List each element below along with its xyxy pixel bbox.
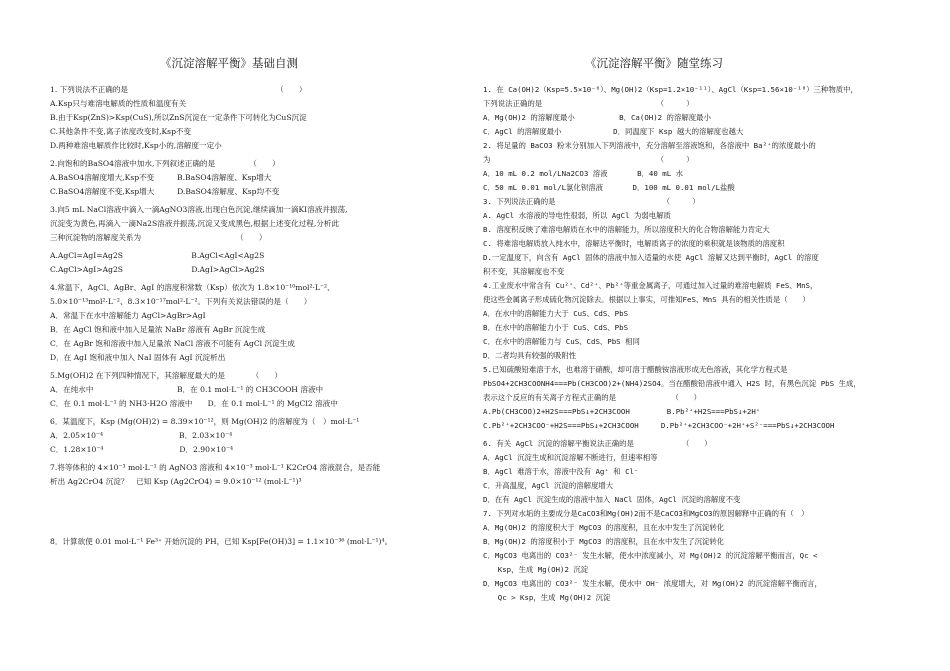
right-line: 6. 有关 AgCl 沉淀的溶解平衡说法正确的是 （ ） — [483, 439, 712, 448]
right-line: Qc > Ksp，生成 Mg(OH)2 沉淀 — [483, 593, 611, 602]
left-line: B．在 AgCl 饱和液中加入足量浓 NaBr 溶液有 AgBr 沉淀生成 — [50, 325, 266, 334]
left-line: 7.将等体积的 4×10⁻³ mol·L⁻¹ 的 AgNO3 溶液和 4×10⁻³ mol·L⁻¹ K2CrO4 溶液混合，是否能 — [50, 463, 381, 472]
right-line: C．升高温度，AgCl 沉淀的溶解度增大 — [483, 481, 614, 490]
left-line: 4.常温下，AgCl、AgBr、AgI 的溶度积常数（Ksp）依次为 1.8×10⁻¹⁰mol²·L⁻²、 — [50, 283, 335, 292]
left-line: C.AgCl>AgI>Ag2S D.AgI>AgCl>Ag2S — [50, 265, 265, 274]
right-title: 《沉淀溶解平衡》随堂练习 — [585, 56, 723, 70]
right-line: B．在水中的溶解能力小于 CuS、CdS、PbS — [483, 323, 629, 332]
right-line: A. AgCl 水溶液的导电性很弱，所以 AgCl 为弱电解质 — [483, 211, 671, 220]
left-line: 6．某温度下，Ksp (Mg(OH)2) = 8.39×10⁻¹²，则 Mg(OH)2 的溶解度为（ ）mol·L⁻¹ — [50, 417, 360, 426]
left-line: 8．计算欲使 0.01 mol·L⁻¹ Fe³⁺ 开始沉淀的 PH，已知 Ksp[Fe(OH)3] = 1.1×10⁻³⁶ (mol·L⁻¹)⁴。 — [50, 537, 393, 546]
right-line: 7. 下列对水垢的主要成分是CaCO3和Mg(OH)2而不是CaCO3和MgCO3的原因解释中正确的有（ ） — [483, 509, 809, 518]
right-line: C．MgCO3 电离出的 CO3²⁻ 发生水解，使水中浓度减小，对 Mg(OH)2 的沉淀溶解平衡而言，Qc < — [483, 551, 818, 560]
right-line: C．50 mL 0.01 mol/L氯化钡溶液 D．100 mL 0.01 mol/L盐酸 — [483, 183, 735, 192]
left-line: D．在 AgI 饱和液中加入 NaI 固体有 AgI 沉淀析出 — [50, 353, 226, 362]
right-line: D．在有 AgCl 沉淀生成的溶液中加入 NaCl 固体，AgCl 沉淀的溶解度不变 — [483, 495, 741, 504]
right-line: 4.工业废水中常含有 Cu²⁺、Cd²⁺、Pb²⁺等重金属离子，可通过加入过量的难溶电解质 FeS、MnS， — [483, 281, 818, 290]
right-line: 2. 将足量的 BaCO3 粉末分别加入下列溶液中，充分溶解至溶液饱和，各溶液中 Ba²⁺的浓度最小的 — [483, 141, 816, 150]
left-line: 5.0×10⁻¹³mol²·L⁻²、8.3×10⁻¹⁷mol²·L⁻²。下列有关说法错误的是（ ） — [50, 297, 312, 306]
right-line: D．MgCO3 电离出的 CO3²⁻ 发生水解，使水中 OH⁻ 浓度增大，对 Mg(OH)2 的沉淀溶解平衡而言， — [483, 579, 822, 588]
right-line: C. 将难溶电解质放入纯水中，溶解达平衡时，电解质离子的浓度的乘积就是该物质的溶度积 — [483, 239, 785, 248]
left-line: C．在 AgBr 饱和溶液中加入足量浓 NaCl 溶液不可能有 AgCl 沉淀生成 — [50, 339, 295, 348]
right-line: 为 （ ） — [483, 155, 694, 164]
right-line: Ksp，生成 Mg(OH)2 沉淀 — [483, 565, 589, 574]
right-line: D.一定温度下，向含有 AgCl 固体的溶液中加入适量的水使 AgCl 溶解又达到平衡时，AgCl 的溶度 — [483, 253, 819, 262]
left-line: A．2.05×10⁻⁴ B．2.03×10⁻⁴ — [50, 431, 233, 440]
right-line: 5.已知硫酸铅难溶于水，也难溶于硝酸，却可溶于醋酸铵溶液形成无色溶液，其化学方程式是 — [483, 365, 788, 374]
left-line: A.AgCl=AgI=Ag2S B.AgCl<AgI<Ag2S — [50, 251, 265, 260]
right-line: A.Pb(CH3COO)2+H2S===PbS↓+2CH3COOH B.Pb²⁺+H2S===PbS↓+2H⁺ — [483, 407, 761, 416]
right-line: D．二者均具有较强的吸附性 — [483, 351, 577, 360]
right-line: A．AgCl 沉淀生成和沉淀溶解不断进行，但速率相等 — [483, 453, 658, 462]
left-line: 3.向5 mL NaCl溶液中滴入一滴AgNO3溶液,出现白色沉淀,继续滴加一滴KI溶液并振荡, — [50, 205, 348, 214]
right-line: A．Mg(OH)2 的溶解度最小 B．Ca(OH)2 的溶解度最小 — [483, 113, 711, 122]
left-line: A.BaSO4溶解度增大,Ksp不变 B.BaSO4溶解度、Ksp增大 — [50, 173, 272, 182]
left-title: 《沉淀溶解平衡》基础自测 — [160, 56, 298, 70]
right-line: B．Mg(OH)2 的溶度积小于 MgCO3 的溶度积，且在水中发生了沉淀转化 — [483, 537, 725, 546]
left-line: C.其他条件不变,离子浓度改变时,Ksp不变 — [50, 127, 192, 136]
left-line: A.Ksp只与难溶电解质的性质和温度有关 — [50, 99, 187, 108]
right-line: 3. 下列说法正确的是 （ ） — [483, 197, 700, 206]
right-line: PbSO4+2CH3COONH4===Pb(CH3COO)2+(NH4)2SO4。当在醋酸铅溶液中通入 H2S 时，有黑色沉淀 PbS 生成， — [483, 379, 861, 388]
right-line: B．AgCl 难溶于水，溶液中没有 Ag⁺ 和 Cl⁻ — [483, 467, 639, 476]
left-line: 析出 Ag2CrO4 沉淀？ 已知 Ksp (Ag2CrO4) = 9.0×10⁻¹² (mol·L⁻¹)³ — [50, 477, 302, 486]
left-line: A．在纯水中 B．在 0.1 mol·L⁻¹ 的 CH3COOH 溶液中 — [50, 385, 324, 394]
right-line: 1. 在 Ca(OH)2（Ksp=5.5×10⁻⁶）、Mg(OH)2（Ksp=1.2×10⁻¹¹）、AgCl（Ksp=1.56×10⁻¹⁰）三种物质中， — [483, 85, 858, 94]
right-line: 表示这个反应的有关离子方程式正确的是 （ ） — [483, 393, 702, 402]
right-line: C．AgCl 的溶解度最小 D．同温度下 Ksp 越大的溶解度也越大 — [483, 127, 744, 136]
right-line: A．10 mL 0.2 mol/LNa2CO3 溶液 B．40 mL 水 — [483, 169, 684, 178]
right-line: B. 溶度积反映了难溶电解质在水中的溶解能力，所以溶度积大的化合物溶解能力肯定大 — [483, 225, 770, 234]
right-line: A．Mg(OH)2 的溶度积大于 MgCO3 的溶度积，且在水中发生了沉淀转化 — [483, 523, 725, 532]
left-line: 沉淀变为黄色,再滴入一滴Na2S溶液并振荡,沉淀又变成黑色,根据上述变化过程,分析此 — [50, 219, 340, 228]
right-line: A．在水中的溶解能力大于 CuS、CdS、PbS — [483, 309, 629, 318]
left-line: C．在 0.1 mol·L⁻¹ 的 NH3·H2O 溶液中 D．在 0.1 mol·L⁻¹ 的 MgCl2 溶液中 — [50, 399, 338, 408]
left-line: A．常温下在水中溶解能力 AgCl>AgBr>AgI — [50, 311, 206, 320]
right-line: C．在水中的溶解能力与 CuS、CdS、PbS 相同 — [483, 337, 640, 346]
left-line: D.两种难溶电解质作比较时,Ksp小的,溶解度一定小 — [50, 141, 222, 150]
left-line: C.BaSO4溶解度不变,Ksp增大 D.BaSO4溶解度、Ksp均不变 — [50, 187, 280, 196]
left-line: 2.向饱和的BaSO4溶液中加水,下列叙述正确的是 （ ） — [50, 159, 280, 168]
right-line: C.Pb²⁺+2CH3COO⁻+H2S===PbS↓+2CH3COOH D.Pb²⁺+2CH3COO⁻+2H⁺+S²⁻===PbS↓+2CH3COOH — [483, 421, 835, 430]
right-line: 积不变，其溶解度也不变 — [483, 267, 565, 276]
left-line: 5.Mg(OH)2 在下列四种情况下，其溶解度最大的是 （ ） — [50, 371, 282, 380]
left-line: 三种沉淀物的溶解度关系为 （ ） — [50, 233, 267, 242]
right-line: 使这些金属离子形成硫化物沉淀除去。根据以上事实，可推知FeS、MnS 具有的相关性质是（ ） — [483, 295, 810, 304]
left-line: C．1.28×10⁻⁴ D．2.90×10⁻⁴ — [50, 445, 233, 454]
left-line: 1. 下列说法不正确的是 （ ） — [50, 85, 307, 94]
left-line: B.由于Ksp(ZnS)>Ksp(CuS),所以ZnS沉淀在一定条件下可转化为CuS沉淀 — [50, 113, 307, 122]
right-line: 下列说法正确的是 （ ） — [483, 99, 694, 108]
